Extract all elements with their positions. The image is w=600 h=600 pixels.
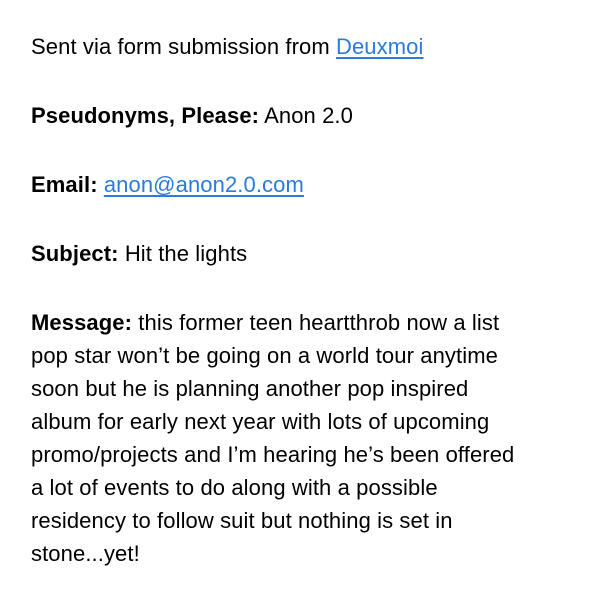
sent-via-text: Sent via form submission from <box>31 34 336 59</box>
pseudonym-value: Anon 2.0 <box>264 103 353 128</box>
pseudonym-label: Pseudonyms, Please: <box>31 103 260 128</box>
subject-line <box>31 237 576 270</box>
subject-value: Hit the lights <box>124 241 248 266</box>
email-label: Email: <box>31 172 98 197</box>
message-line <box>31 306 576 339</box>
pseudonym-line <box>31 99 576 132</box>
subject-label: Subject: <box>31 241 119 266</box>
message-text: this former teen heartthrob now a list <box>138 310 500 335</box>
message-label: Message: <box>31 310 133 335</box>
message-line: album for early next year with lots of upcoming <box>31 409 490 434</box>
message-block <box>31 306 576 570</box>
message-line: a lot of events to do along with a possible <box>31 475 438 500</box>
source-link[interactable]: Deuxmoi <box>335 34 424 59</box>
email-line <box>31 168 576 201</box>
message-line: pop star won’t be going on a world tour anytime <box>31 343 498 368</box>
message-line: promo/projects and I’m hearing he’s been offered <box>31 442 515 467</box>
sent-via-line <box>31 30 576 63</box>
email-body <box>31 30 576 570</box>
message-line: residency to follow suit but nothing is set in <box>31 508 453 533</box>
email-link[interactable]: anon@anon2.0.com <box>103 172 304 197</box>
message-line: soon but he is planning another pop inspired <box>31 376 469 401</box>
message-line: stone...yet! <box>31 541 140 566</box>
